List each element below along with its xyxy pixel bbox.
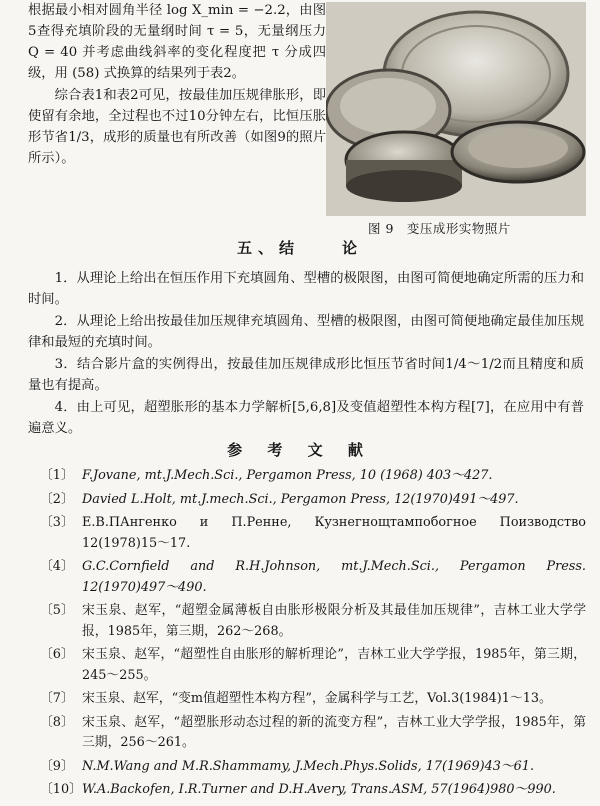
reference-text: Е.В.ПАнгенко и П.Ренне, Кузнегнощтампобогное Поизводство 12(1978)15～17.	[82, 515, 586, 551]
references-list	[40, 466, 586, 804]
section-heading-conclusions: 五、结 论	[236, 239, 363, 257]
reference-number: 〔7〕	[40, 691, 74, 706]
figure-9-photo	[326, 2, 586, 216]
reference-number: 〔9〕	[40, 758, 74, 774]
reference-text: Davied L.Holt, mt.J.mech.Sci., Pergamon Press, 12(1970)491～497.	[82, 491, 519, 507]
conclusion-item-2: 2．从理论上给出按最佳加压规律充填圆角、型槽的极限图，由图可简便地确定最佳加压规律和最短的充填时间。	[28, 314, 584, 350]
reference-number: 〔6〕	[40, 647, 74, 662]
conclusion-item-1: 1．从理论上给出在恒压作用下充填圆角、型槽的极限图，由图可简便地确定所需的压力和时间。	[28, 271, 584, 307]
reference-number: 〔3〕	[40, 515, 74, 530]
figure-caption: 图 9 变压成形实物照片	[368, 221, 511, 236]
reference-item	[40, 513, 586, 554]
reference-item	[40, 689, 586, 710]
reference-text: F.Jovane, mt.J.Mech.Sci., Pergamon Press, 10 (1968) 403～427.	[82, 468, 493, 483]
reference-number: 〔10〕	[40, 782, 82, 797]
reference-number: 〔4〕	[40, 559, 74, 574]
intro-text	[28, 0, 326, 169]
intro-paragraph-2: 综合表1和表2可见，按最佳加压规律胀形，即使留有余地，全过程也不过10分钟左右，比恒压胀形节省1/3，成形的质量也有所改善（如图9的照片所示）。	[28, 88, 326, 166]
conclusion-item-4: 4．由上可见，超塑胀形的基本力学解析[5,6,8]及变值超塑性本构方程[7]，在应用中有普遍意义。	[28, 400, 584, 436]
reference-item	[40, 557, 586, 598]
reference-number: 〔2〕	[40, 491, 74, 507]
reference-item	[40, 757, 586, 778]
reference-item	[40, 713, 586, 754]
reference-item	[40, 466, 586, 487]
intro-paragraph-1: 根据最小相对圆角半径 log X_min = −2.2，由图5查得充填阶段的无量纲时间 τ = 5，无量纲压力 Q = 40 并考虑曲线斜率的变化程度把 τ 分成四级，用 (58) 式换算的结果列于表2。	[28, 3, 326, 81]
reference-text: 宋玉泉、赵军，“超塑金属薄板自由胀形极限分析及其最佳加压规律”，吉林工业大学学报，1985年，第三期，262～268。	[82, 603, 586, 639]
reference-text: W.A.Backofen, I.R.Turner and D.H.Avery, Trans.ASM, 57(1964)980～990.	[82, 782, 556, 797]
reference-text: G.C.Cornfield and R.H.Johnson, mt.J.Mech.Sci., Pergamon Press. 12(1970)497～490.	[82, 559, 586, 595]
formed-parts-photo-illustration	[326, 2, 586, 216]
reference-item	[40, 601, 586, 642]
conclusions-list	[28, 268, 584, 440]
reference-text: 宋玉泉、赵军，“超塑胀形动态过程的新的流变方程”，吉林工业大学学报，1985年，第三期，256～261。	[82, 714, 586, 750]
reference-item	[40, 780, 586, 801]
reference-text: 宋玉泉、赵军，“变m值超塑性本构方程”，金属科学与工艺，Vol.3(1984)1～13。	[82, 691, 552, 706]
reference-item	[40, 645, 586, 686]
reference-item	[40, 490, 586, 511]
reference-number: 〔8〕	[40, 714, 74, 730]
reference-number: 〔1〕	[40, 468, 74, 483]
reference-text: 宋玉泉、赵军，“超塑性自由胀形的解析理论”，吉林工业大学学报，1985年，第三期，245～255。	[82, 647, 586, 683]
reference-text: N.M.Wang and M.R.Shammamy, J.Mech.Phys.Solids, 17(1969)43～61.	[82, 758, 535, 774]
references-heading: 参 考 文 献	[227, 441, 373, 459]
reference-number: 〔5〕	[40, 603, 74, 618]
conclusion-item-3: 3．结合影片盒的实例得出，按最佳加压规律成形比恒压节省时间1/4～1/2而且精度和质量也有提高。	[28, 357, 584, 393]
